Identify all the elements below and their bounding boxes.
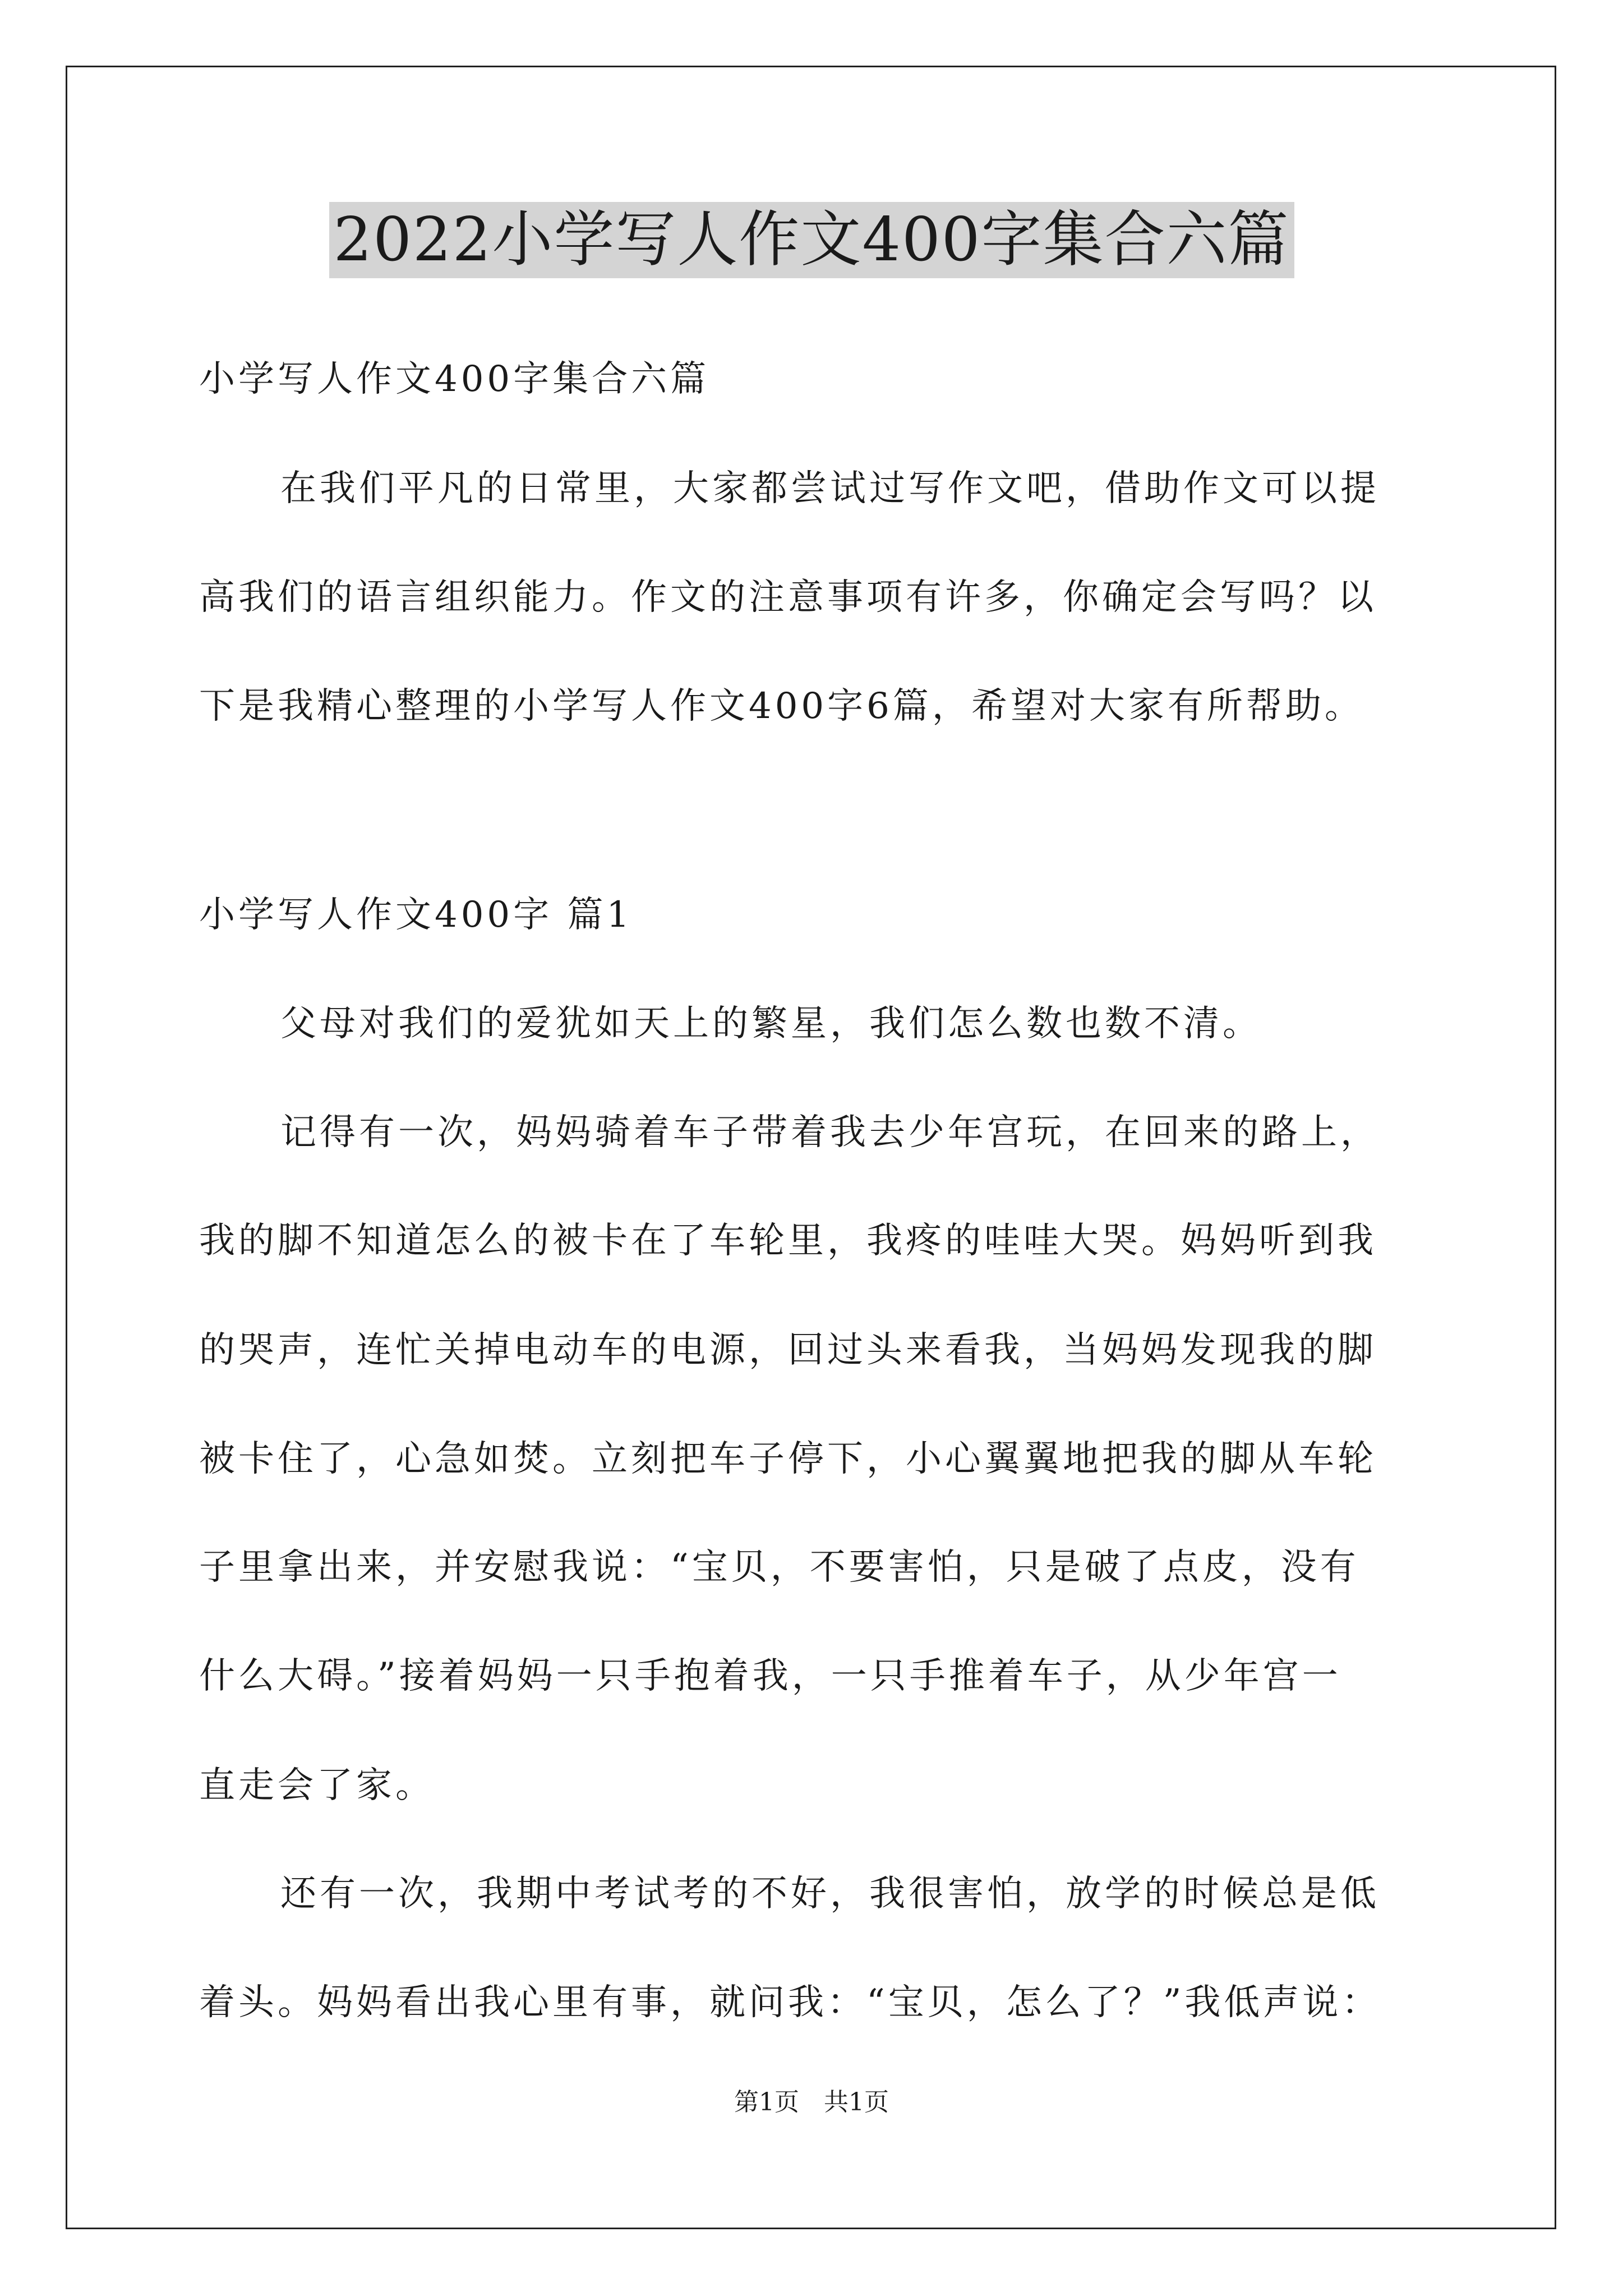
body-line: 着头。妈妈看出我心里有事，就问我：“宝贝，怎么了？”我低声说：: [199, 1982, 1381, 2023]
body-line: 我的脚不知道怎么的被卡在了车轮里，我疼的哇哇大哭。妈妈听到我: [199, 1220, 1377, 1262]
body-line: 被卡住了，心急如焚。立刻把车子停下，小心翼翼地把我的脚从车轮: [199, 1438, 1377, 1480]
document-subtitle: 小学写人作文400字集合六篇: [199, 358, 710, 400]
body-line: 还有一次，我期中考试考的不好，我很害怕，放学的时候总是低: [280, 1873, 1380, 1915]
body-line: 什么大碍。”接着妈妈一只手抱着我，一只手推着车子，从少年宫一: [199, 1655, 1341, 1697]
body-line: 记得有一次，妈妈骑着车子带着我去少年宫玩，在回来的路上，: [280, 1112, 1380, 1153]
title-container: [0, 202, 1623, 278]
section-heading: 小学写人作文400字 篇1: [199, 894, 633, 936]
body-line: 子里拿出来，并安慰我说：“宝贝，不要害怕，只是破了点皮，没有: [199, 1547, 1359, 1588]
body-line: 直走会了家。: [199, 1765, 435, 1806]
intro-line: 在我们平凡的日常里，大家都尝试过写作文吧，借助作文可以提: [280, 468, 1380, 509]
body-line: 父母对我们的爱犹如天上的繁星，我们怎么数也数不清。: [280, 1003, 1262, 1045]
page-number-footer: 第1页 共1页: [734, 2088, 889, 2116]
body-line: 的哭声，连忙关掉电动车的电源，回过头来看我，当妈妈发现我的脚: [199, 1329, 1377, 1371]
document-title: 2022小学写人作文400字集合六篇: [329, 202, 1294, 278]
intro-line: 下是我精心整理的小学写人作文400字6篇，希望对大家有所帮助。: [199, 685, 1364, 727]
intro-line: 高我们的语言组织能力。作文的注意事项有许多，你确定会写吗？以: [199, 577, 1377, 618]
